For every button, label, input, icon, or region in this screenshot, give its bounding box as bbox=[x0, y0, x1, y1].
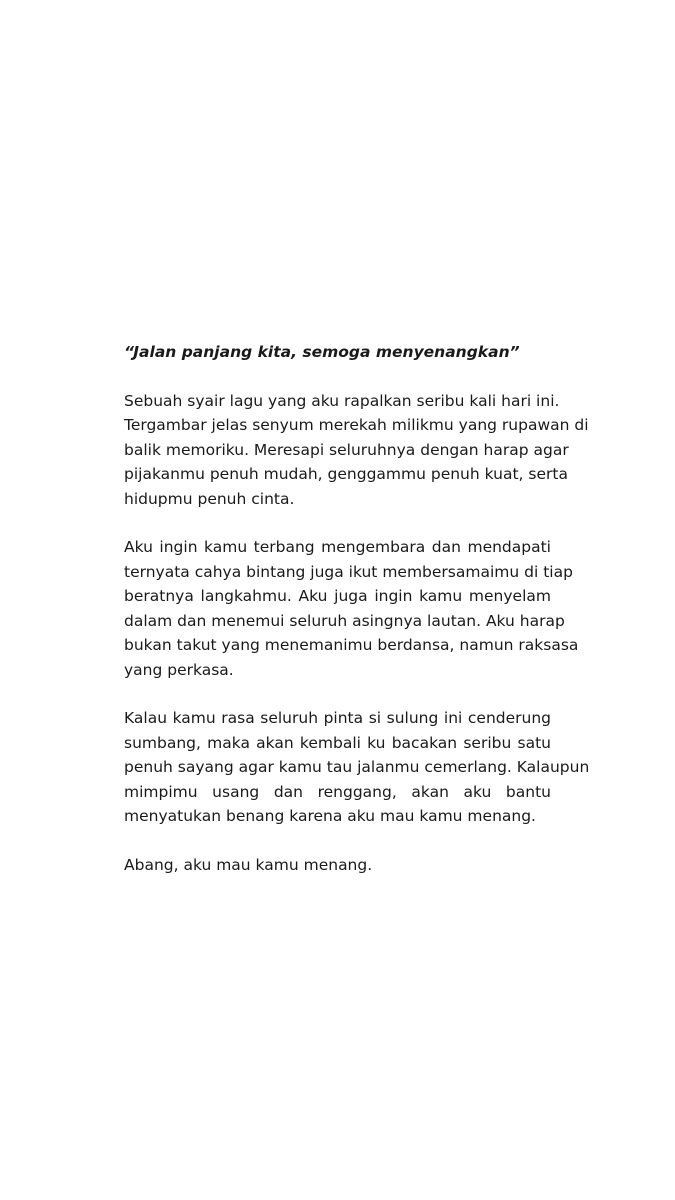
text-line: sumbang, maka akan kembali ku bacakan seribu satu bbox=[124, 733, 551, 752]
quote-title: “Jalan panjang kita, semoga menyenangkan” bbox=[124, 343, 520, 361]
text-line: yang perkasa. bbox=[124, 660, 234, 679]
poem-text bbox=[124, 340, 590, 877]
text-line: Kalau kamu rasa seluruh pinta si sulung ini cenderung bbox=[124, 709, 551, 727]
text-line: Sebuah syair lagu yang aku rapalkan seribu kali hari ini. bbox=[124, 391, 560, 410]
paragraph-2 bbox=[124, 535, 579, 682]
text-line: Aku ingin kamu terbang mengembara dan mendapati bbox=[124, 538, 551, 556]
text-line: pijakanmu penuh mudah, genggammu penuh kuat, serta bbox=[124, 465, 568, 483]
text-line: balik memoriku. Meresapi seluruhnya dengan harap agar bbox=[124, 440, 569, 459]
paragraph-1 bbox=[124, 389, 589, 512]
text-line: mimpimu usang dan renggang, akan aku bantu bbox=[124, 782, 551, 801]
text-line: hidupmu penuh cinta. bbox=[124, 489, 295, 508]
text-line: menyatukan benang karena aku mau kamu menang. bbox=[124, 807, 536, 825]
text-line: dalam dan menemui seluruh asingnya lautan. Aku harap bbox=[124, 611, 565, 630]
text-line: ternyata cahya bintang juga ikut membersamaimu di tiap bbox=[124, 562, 573, 581]
closing-line: Abang, aku mau kamu menang. bbox=[124, 855, 373, 874]
paragraph-3 bbox=[124, 706, 590, 829]
text-line: penuh sayang agar kamu tau jalanmu cemerlang. Kalaupun bbox=[124, 758, 590, 776]
text-line: bukan takut yang menemanimu berdansa, namun raksasa bbox=[124, 636, 579, 654]
text-line: Tergambar jelas senyum merekah milikmu yang rupawan di bbox=[124, 416, 589, 434]
text-line: beratnya langkahmu. Aku juga ingin kamu menyelam bbox=[124, 587, 551, 605]
